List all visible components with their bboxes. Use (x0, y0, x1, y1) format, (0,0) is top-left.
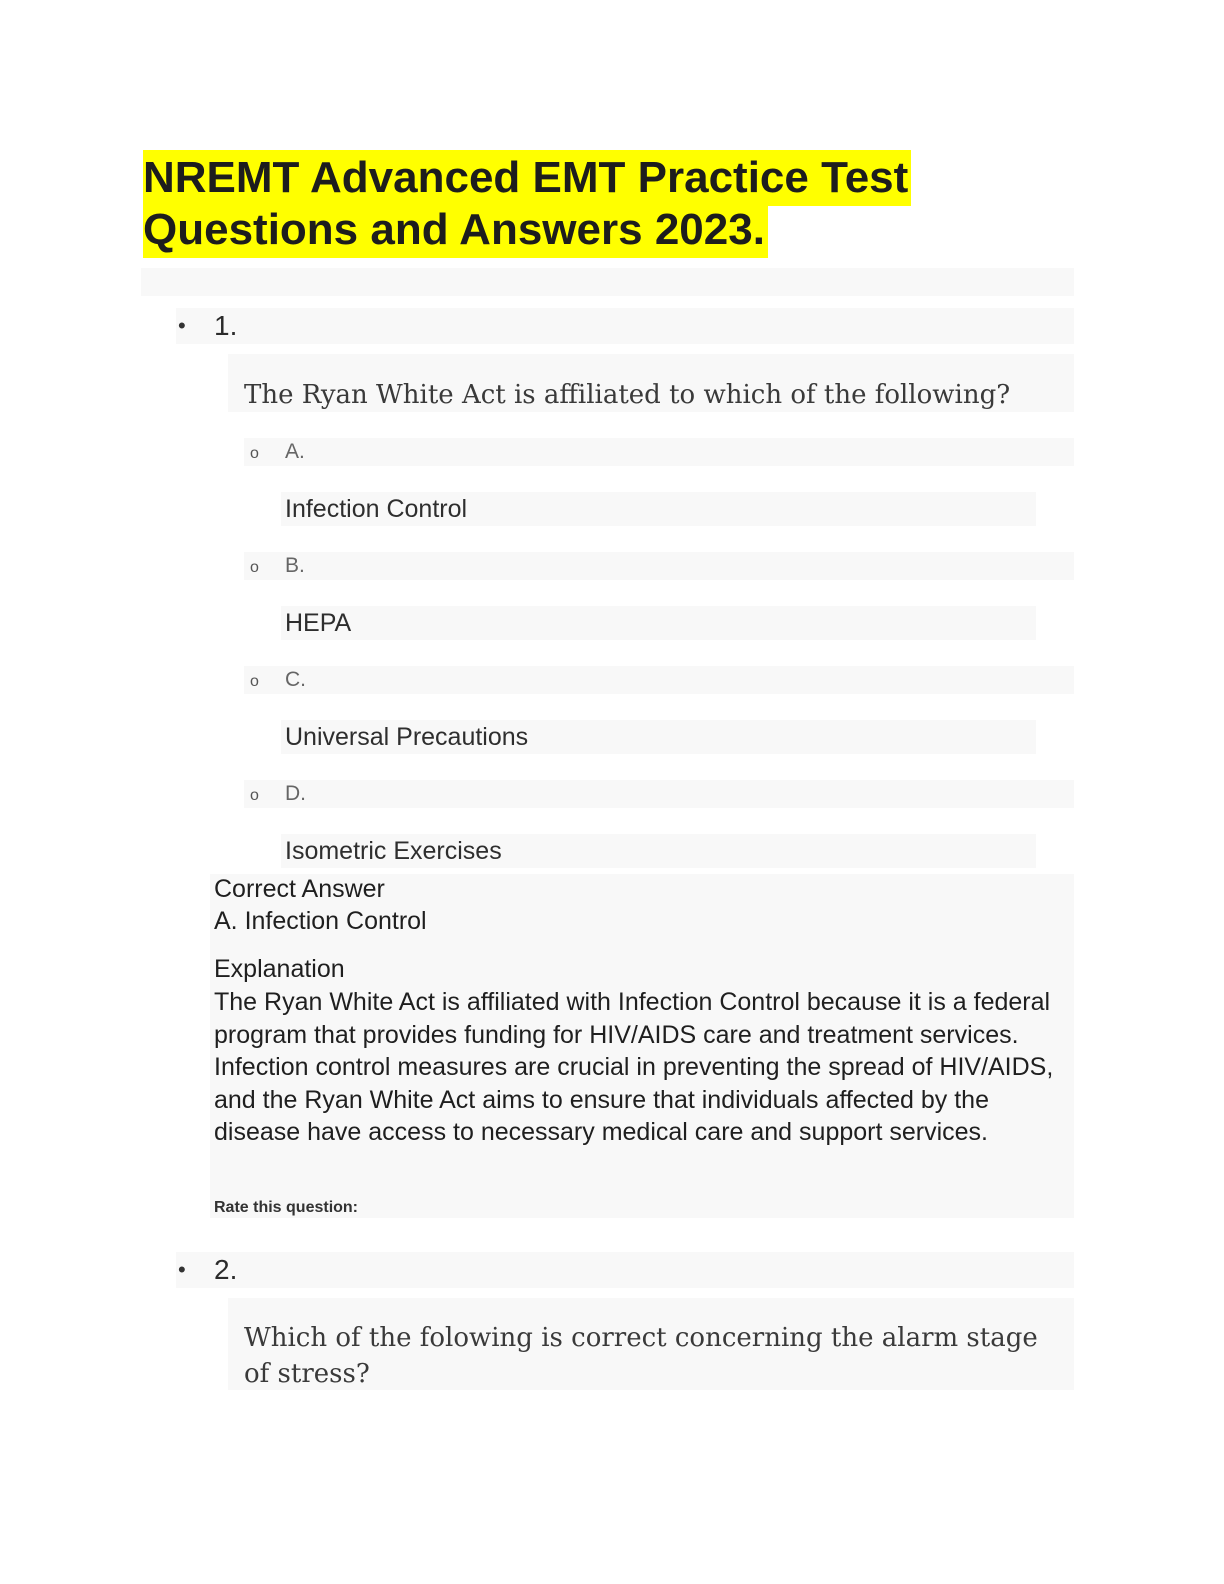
question-2-number-band (176, 1252, 1074, 1288)
document-title-line-2: Questions and Answers 2023. (143, 202, 768, 258)
option-a-text[interactable]: Infection Control (285, 495, 468, 523)
option-d-letter: D. (285, 782, 306, 805)
option-a-letter: A. (285, 440, 305, 463)
document-title-line-1: NREMT Advanced EMT Practice Test (143, 150, 911, 206)
option-d-letter-band (244, 780, 1074, 808)
question-1-text: The Ryan White Act is affiliated to which of the following? (244, 380, 1011, 410)
question-1-number-band (176, 308, 1074, 344)
question-1-number: 1. (214, 310, 238, 341)
question-2-bullet: • (178, 1257, 186, 1282)
correct-answer-value: A. Infection Control (214, 907, 427, 935)
question-2-text: Which of the folowing is correct concerning the alarm stage of stress? (244, 1323, 1038, 1389)
question-1-bullet: • (178, 313, 186, 338)
option-b-text[interactable]: HEPA (285, 609, 352, 637)
option-b-letter: B. (285, 554, 305, 577)
option-b-letter-band (244, 552, 1074, 580)
option-a-letter-band (244, 438, 1074, 466)
option-d-text[interactable]: Isometric Exercises (285, 837, 502, 865)
header-band (141, 268, 1074, 296)
option-c-letter: C. (285, 668, 306, 691)
correct-answer-label: Correct Answer (214, 875, 385, 903)
option-c-letter-band (244, 666, 1074, 694)
option-a-bullet: o (250, 445, 259, 462)
option-b-bullet: o (250, 559, 259, 576)
option-d-bullet: o (250, 787, 259, 804)
option-b-text-band (281, 606, 1036, 640)
option-c-text[interactable]: Universal Precautions (285, 723, 529, 751)
question-2-number: 2. (214, 1254, 238, 1285)
option-c-bullet: o (250, 673, 259, 690)
explanation-text: The Ryan White Act is affiliated with Infection Control because it is a federal program that provides funding for HIV/AIDS care and treatment services. Infection control measures are crucial in preventing the spread of HIV/AIDS, and the Ryan White Act aims to ensure that individuals affected by the disease have access to necessary medical care and support services. (214, 988, 1054, 1147)
rate-question-label: Rate this question: (214, 1199, 359, 1216)
explanation-label: Explanation (214, 955, 345, 983)
